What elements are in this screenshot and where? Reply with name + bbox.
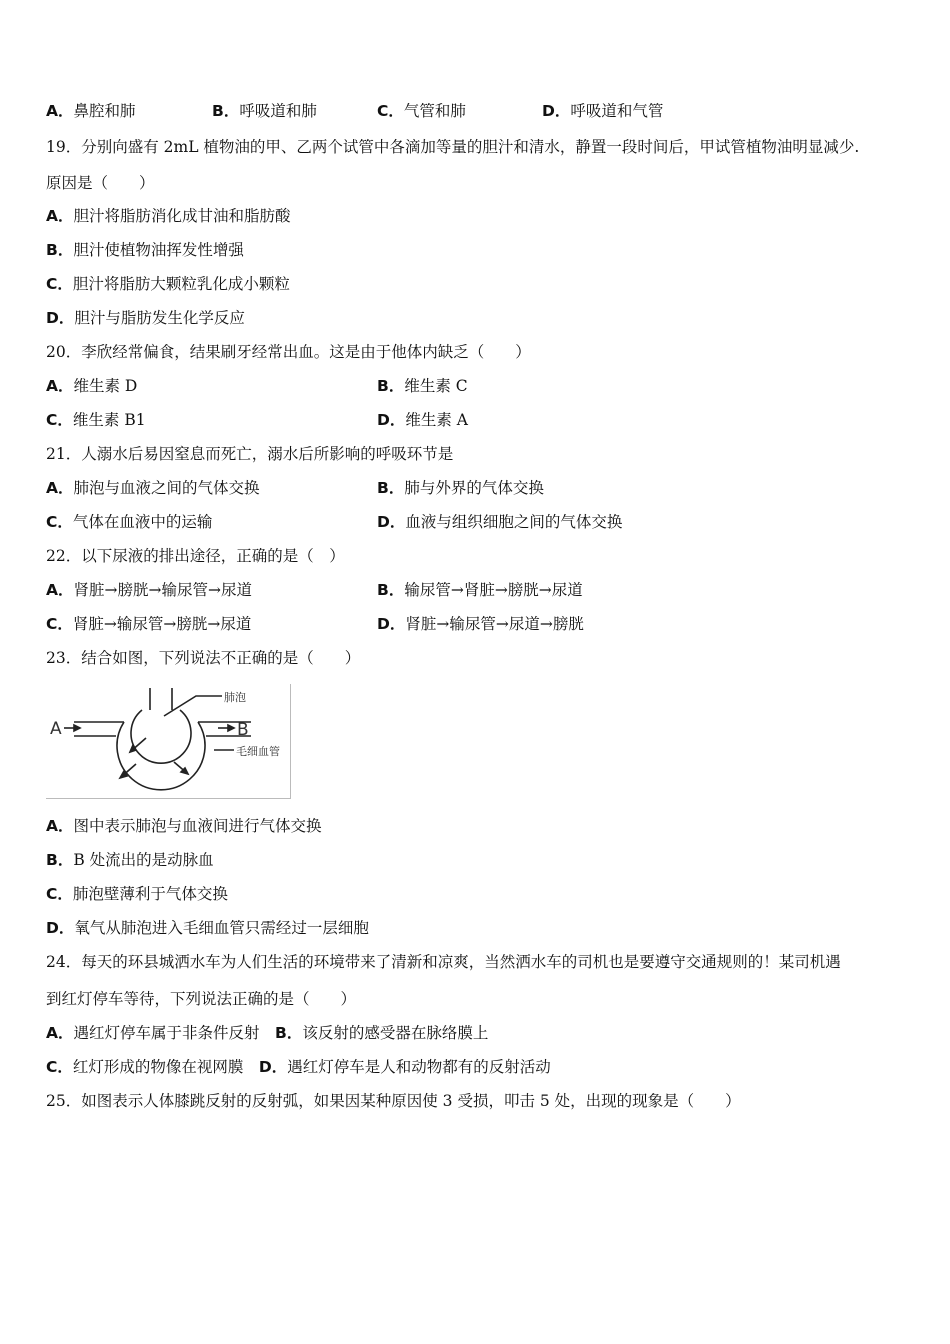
option-label: B． xyxy=(46,241,74,259)
q21-option-b xyxy=(377,478,544,498)
q23-option-b xyxy=(46,850,214,870)
capillary-outer-arc xyxy=(117,722,205,790)
alveolus-diagram-svg xyxy=(46,684,290,798)
q20-option-b xyxy=(377,376,468,396)
q24-stem-line2: 到红灯停车等待，下列说法正确的是（ ） xyxy=(46,990,357,1008)
option-label: B． xyxy=(377,581,405,599)
option-text: 输尿管→肾脏→膀胱→尿道 xyxy=(404,581,583,599)
q19-stem-line2: 原因是（ ） xyxy=(46,174,155,192)
option-label: D． xyxy=(377,615,406,633)
flow-arrowhead-out xyxy=(228,725,234,731)
option-text: 氧气从肺泡进入毛细血管只需经过一层细胞 xyxy=(74,919,369,937)
option-label: A． xyxy=(46,102,74,120)
label-alveolus: 肺泡 xyxy=(224,691,246,704)
q24-options-row1 xyxy=(46,1023,488,1043)
label-a: A xyxy=(50,719,62,739)
q18-option-a xyxy=(46,101,136,121)
option-label: C． xyxy=(377,102,404,120)
option-label: B． xyxy=(377,479,405,497)
q22-option-d xyxy=(377,614,584,634)
option-text: B 处流出的是动脉血 xyxy=(73,851,214,869)
option-text: 维生素 C xyxy=(404,377,468,395)
q23-option-d xyxy=(46,918,369,938)
option-label: A． xyxy=(46,817,74,835)
q24-stem-line1: 24．每天的环县城洒水车为人们生活的环境带来了清新和凉爽，当然洒水车的司机也是要遵守交通规则的！某司机遇 xyxy=(46,953,841,971)
option-text: 气管和肺 xyxy=(403,102,466,120)
option-text: 维生素 A xyxy=(405,411,468,429)
option-label: D． xyxy=(542,102,571,120)
option-text: 图中表示肺泡与血液间进行气体交换 xyxy=(73,817,322,835)
q19-stem-line1: 19．分别向盛有 2mL 植物油的甲、乙两个试管中各滴加等量的胆汁和清水，静置一段时间后，甲试管植物油明显减少. xyxy=(46,138,860,156)
option-text: 肾脏→输尿管→膀胱→尿道 xyxy=(72,615,252,633)
q25-stem: 25．如图表示人体膝跳反射的反射弧，如果因某种原因使 3 受损，叩击 5 处，出现的现象是（ ） xyxy=(46,1092,741,1110)
option-text: 胆汁与脂肪发生化学反应 xyxy=(74,309,245,327)
option-text: 气体在血液中的运输 xyxy=(72,513,213,531)
option-label: A． xyxy=(46,207,74,225)
option-label: D． xyxy=(46,309,75,327)
q20-option-a xyxy=(46,376,137,396)
option-label: A． xyxy=(46,377,74,395)
option-label: D． xyxy=(46,919,75,937)
flow-arrowhead-in xyxy=(74,725,80,731)
q20-stem: 20．李欣经常偏食，结果刷牙经常出血。这是由于他体内缺乏（ ） xyxy=(46,343,531,361)
option-text: 遇红灯停车属于非条件反射 xyxy=(73,1024,276,1042)
q20-option-c xyxy=(46,410,146,430)
q21-option-a xyxy=(46,478,260,498)
q18-option-d xyxy=(542,101,663,121)
q24-options-row2 xyxy=(46,1057,551,1077)
option-label: A． xyxy=(46,581,74,599)
q19-option-b xyxy=(46,240,244,260)
q20-option-d xyxy=(377,410,468,430)
option-label: B． xyxy=(212,102,240,120)
q22-stem: 22．以下尿液的排出途径，正确的是（ ） xyxy=(46,547,345,565)
q21-option-c xyxy=(46,512,212,532)
q18-option-c xyxy=(377,101,466,121)
option-label: A． xyxy=(46,1024,74,1042)
option-label: B． xyxy=(46,851,74,869)
option-text: 肾脏→膀胱→输尿管→尿道 xyxy=(73,581,252,599)
option-text: 该反射的感受器在脉络膜上 xyxy=(302,1024,489,1042)
option-label: D． xyxy=(258,1058,288,1076)
option-text: 肾脏→输尿管→尿道→膀胱 xyxy=(405,615,584,633)
q21-option-d xyxy=(377,512,622,532)
q23-stem: 23．结合如图，下列说法不正确的是（ ） xyxy=(46,649,361,667)
option-text: 维生素 B1 xyxy=(72,411,146,429)
label-capillary: 毛细血管 xyxy=(236,745,280,758)
option-label: C． xyxy=(46,1058,73,1076)
option-text: 胆汁将脂肪大颗粒乳化成小颗粒 xyxy=(72,275,290,293)
option-label: C． xyxy=(46,615,73,633)
q22-option-c xyxy=(46,614,251,634)
q19-option-d xyxy=(46,308,245,328)
option-text: 呼吸道和肺 xyxy=(239,102,317,120)
option-text: 遇红灯停车是人和动物都有的反射活动 xyxy=(287,1058,551,1076)
q21-stem: 21．人溺水后易因窒息而死亡，溺水后所影响的呼吸环节是 xyxy=(46,445,454,463)
option-label: C． xyxy=(46,513,73,531)
alveolus-wall xyxy=(131,710,191,763)
option-label: D． xyxy=(377,513,406,531)
option-label: C． xyxy=(46,411,73,429)
option-text: 胆汁将脂肪消化成甘油和脂肪酸 xyxy=(73,207,291,225)
option-text: 肺泡与血液之间的气体交换 xyxy=(73,479,260,497)
option-label: C． xyxy=(46,885,73,903)
option-text: 维生素 D xyxy=(73,377,138,395)
q23-option-c xyxy=(46,884,228,904)
option-text: 肺与外界的气体交换 xyxy=(404,479,544,497)
q23-option-a xyxy=(46,816,322,836)
option-text: 肺泡壁薄利于气体交换 xyxy=(72,885,228,903)
label-b: B xyxy=(237,720,249,740)
option-label: B． xyxy=(275,1024,303,1042)
q19-option-a xyxy=(46,206,291,226)
q19-option-c xyxy=(46,274,290,294)
option-label: B． xyxy=(377,377,405,395)
option-text: 胆汁使植物油挥发性增强 xyxy=(73,241,244,259)
option-label: A． xyxy=(46,479,74,497)
q22-option-b xyxy=(377,580,583,600)
option-text: 红灯形成的物像在视网膜 xyxy=(72,1058,259,1076)
option-label: C． xyxy=(46,275,73,293)
arrowhead xyxy=(130,745,136,752)
q18-option-b xyxy=(212,101,317,121)
option-text: 血液与组织细胞之间的气体交换 xyxy=(405,513,623,531)
option-text: 呼吸道和气管 xyxy=(570,102,664,120)
option-text: 鼻腔和肺 xyxy=(73,102,136,120)
q22-option-a xyxy=(46,580,252,600)
alveolus-diagram xyxy=(46,684,291,799)
option-label: D． xyxy=(377,411,406,429)
